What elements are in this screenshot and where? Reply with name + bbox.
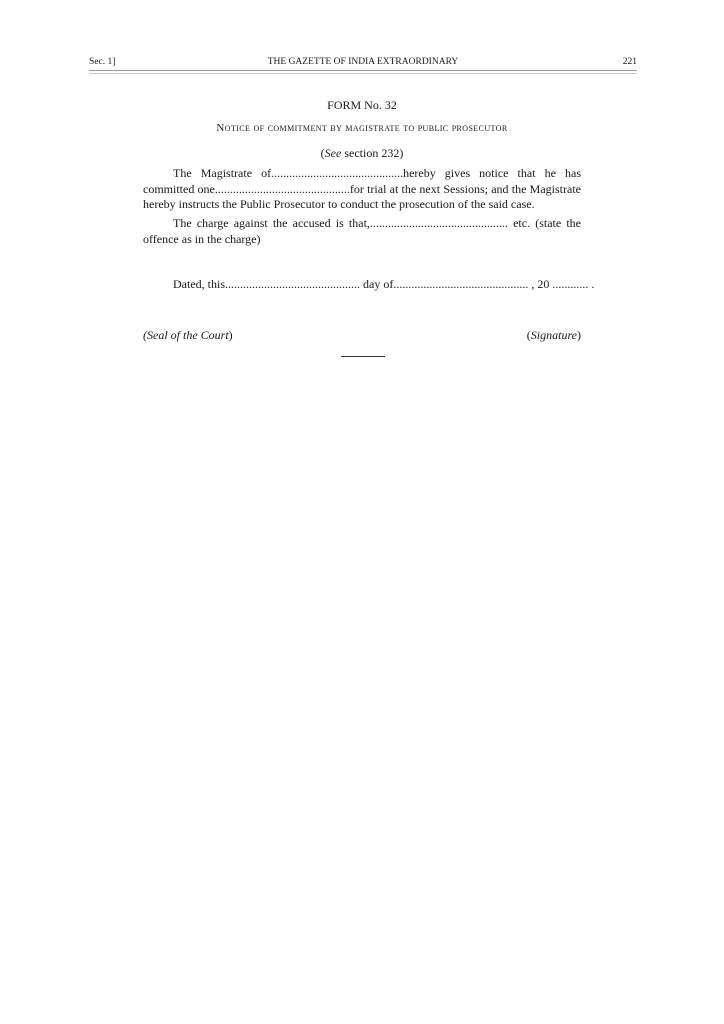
- gazette-header: [89, 55, 637, 69]
- signature-label: Signature: [530, 328, 577, 342]
- section-number: section 232): [341, 146, 404, 160]
- seal-of-court: (Seal of the Court): [143, 328, 233, 342]
- section-reference: (See section 232): [320, 146, 404, 160]
- notice-paragraph: The Magistrate of............................................hereby gives notice that he has committed one.............................................for trial at the next Sessions; and the Magistrate hereby instructs the Public Prosecutor to conduct the prosecution of the said case.: [143, 166, 581, 211]
- signature: (Signature): [526, 328, 581, 342]
- form-title: FORM No. 32: [327, 98, 397, 112]
- charge-paragraph: The charge against the accused is that,.............................................. etc. (state the offence as in the charge): [143, 216, 581, 246]
- header-divider: [89, 70, 637, 74]
- see-word: See: [324, 146, 342, 160]
- notice-title: Notice of commitment by magistrate to public prosecutor: [216, 122, 508, 134]
- dated-line: Dated, this............................................. day of............................................. , 20 ............ .: [173, 277, 595, 291]
- page-number: 221: [622, 57, 637, 67]
- seal-label: Seal of the Court: [147, 328, 229, 342]
- section-label: Sec. 1]: [89, 57, 116, 67]
- gazette-title: THE GAZETTE OF INDIA EXTRAORDINARY: [267, 57, 459, 67]
- end-divider: [341, 356, 385, 357]
